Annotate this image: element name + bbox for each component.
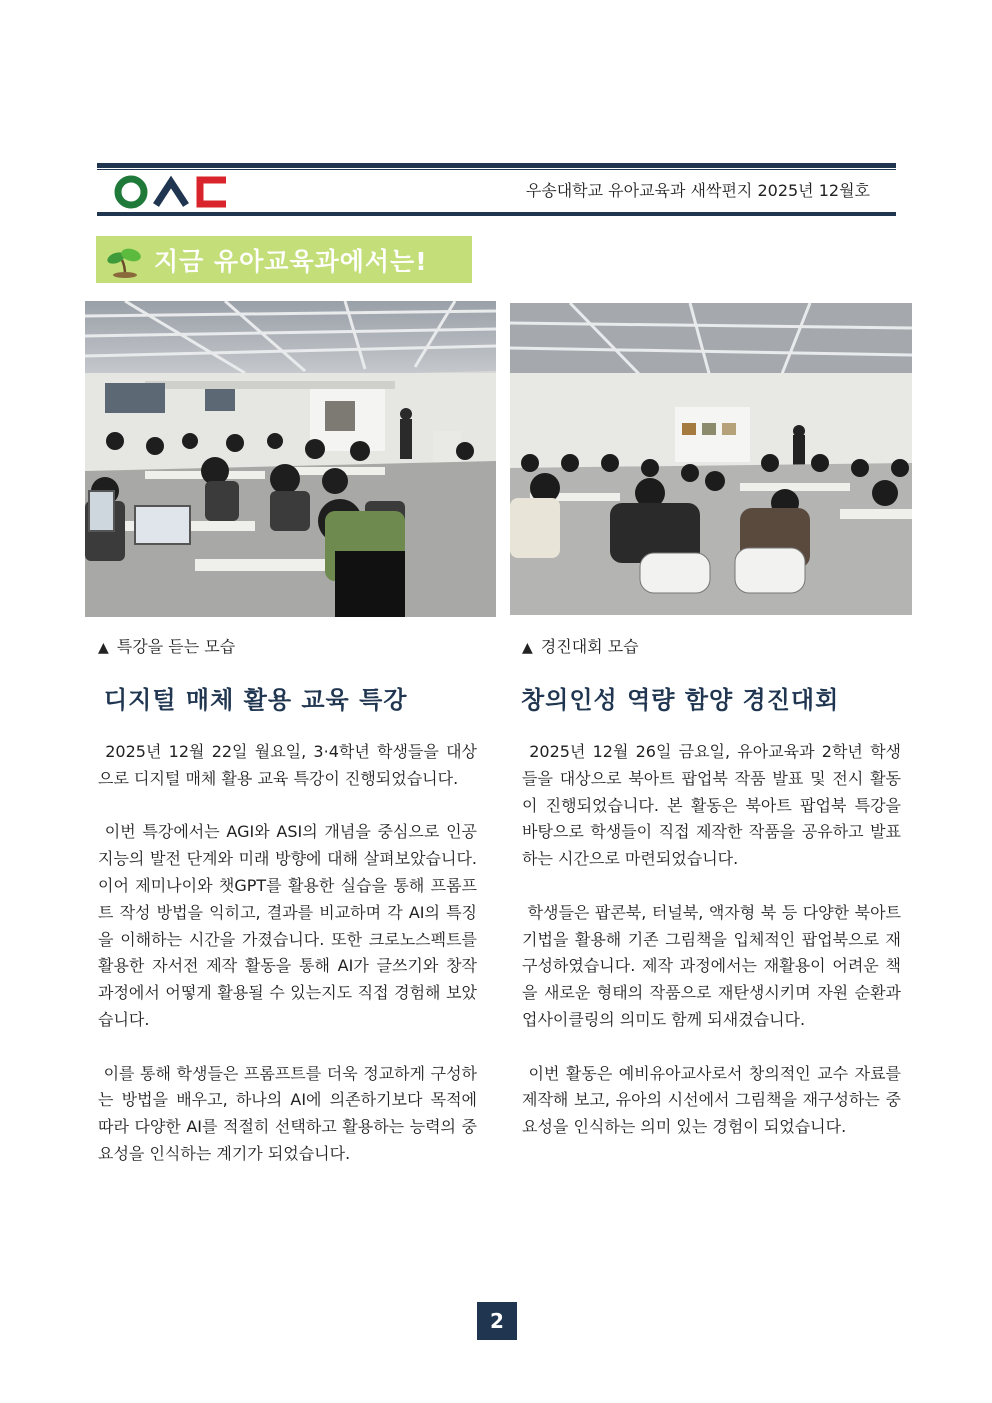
article-body-creativity-contest [522,739,901,1168]
section-title: 지금 유아교육과에서는! [154,246,428,276]
caption-marker: ▲ [522,640,533,656]
caption-lecture-text: 특강을 듣는 모습 [116,637,236,656]
article-title-creativity-contest: 창의인성 역량 함양 경진대회 [521,686,840,714]
paragraph: 이를 통해 학생들은 프롬프트를 더욱 정교하게 구성하는 방법을 배우고, 하나의 AI에 의존하기보다 목적에 따라 다양한 AI를 적절히 선택하고 활용하는 능력의 중요성을 인식하는 계기가 되었습니다. [98,1063,477,1163]
paragraph: 학생들은 팝콘북, 터널북, 액자형 북 등 다양한 북아트 기법을 활용해 기존 그림책을 입체적인 팝업북으로 재구성하였습니다. 제작 과정에서는 재활용이 어려운 책을 새로운 형태의 작품으로 재탄생시키며 자원 순환과 업사이클링의 의미도 함께 되새겼습니다. [522,902,901,1029]
caption-contest [522,634,639,657]
newsletter-title: 우송대학교 유아교육과 새싹편지 2025년 12월호 [525,181,870,200]
caption-contest-text: 경진대회 모습 [540,637,639,656]
caption-marker: ▲ [98,640,109,656]
department-logo [112,174,232,210]
article-title-digital-media: 디지털 매체 활용 교육 특강 [104,686,408,714]
paragraph: 이번 특강에서는 AGI와 ASI의 개념을 중심으로 인공지능의 발전 단계와 미래 방향에 대해 살펴보았습니다. 이어 제미나이와 챗GPT를 활용한 실습을 통해 프롬프트 작성 방법을 익히고, 결과를 비교하며 각 AI의 특징을 이해하는 시간을 가졌습니다. 또한 크로노스펙트를 활용한 자서전 제작 활동을 통해 AI가 글쓰기와 창작 과정에서 어떻게 활용될 수 있는지도 직접 경험해 보았습니다. [98,822,477,1029]
caption-lecture [98,634,235,657]
section-banner [96,236,472,283]
header-rule-bottom [97,212,896,216]
header-rule-thin [97,169,896,170]
photo-contest [510,303,912,615]
photo-lecture [85,301,496,617]
sprout-icon [102,240,148,280]
article-body-digital-media [98,739,477,1195]
paragraph: 2025년 12월 22일 월요일, 3·4학년 학생들을 대상으로 디지털 매체 활용 교육 특강이 진행되었습니다. [98,742,477,788]
paragraph: 2025년 12월 26일 금요일, 유아교육과 2학년 학생들을 대상으로 북아트 팝업북 작품 발표 및 전시 활동이 진행되었습니다. 본 활동은 북아트 팝업북 특강을 바탕으로 학생들이 직접 제작한 작품을 공유하고 발표하는 시간으로 마련되었습니다. [522,742,902,869]
paragraph: 이번 활동은 예비유아교사로서 창의적인 교수 자료를 제작해 보고, 유아의 시선에서 그림책을 재구성하는 중요성을 인식하는 의미 있는 경험이 되었습니다. [522,1063,901,1137]
header-rule-top [97,163,896,168]
page-number: 2 [477,1302,517,1340]
